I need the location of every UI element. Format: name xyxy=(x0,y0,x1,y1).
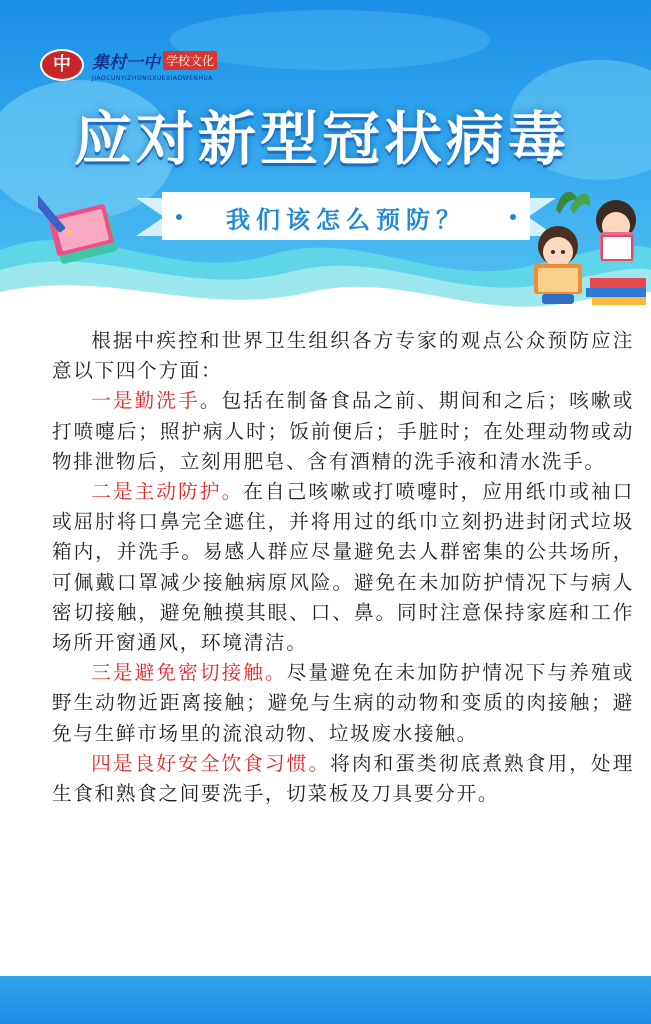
logo-school-name: 集村一中 xyxy=(92,53,160,73)
section-protection xyxy=(52,477,634,658)
section-heading: 二是主动防护。 xyxy=(91,480,244,504)
section-text: 在自己咳嗽或打喷嚏时，应用纸巾或袖口或屈肘将口鼻完全遮住，并将用过的纸巾立刻扔进封闭式垃圾箱内，并洗手。易感人群应尽量避免去人群密集的公共场所，可佩戴口罩减少接触病原风险。避免在未加防护情况下与病人密切接触，避免触摸其眼、口、鼻。同时注意保持家庭和工作场所开窗通风，环境清洁。 xyxy=(52,480,634,655)
logo-pinyin: JIAOCUNYIZHONGXUEXIAOWENHUA xyxy=(92,75,213,82)
section-text: 将肉和蛋类彻底煮熟食用，处理生食和熟食之间要洗手，切菜板及刀具要分开。 xyxy=(52,751,634,806)
section-handwashing xyxy=(52,386,634,477)
logo-name-row xyxy=(92,48,217,73)
intro-paragraph: 根据中疾控和世界卫生组织各方专家的观点公众预防应注意以下四个方面： xyxy=(52,329,634,383)
logo-culture-tag: 学校文化 xyxy=(163,51,217,70)
ribbon-dot-left-icon xyxy=(176,214,182,220)
section-heading: 四是良好安全饮食习惯。 xyxy=(91,751,331,775)
ribbon-dot-right-icon xyxy=(510,214,516,220)
section-text: 尽量避免在未加防护情况下与养殖或野生动物近距离接触；避免与生病的动物和变质的肉接触；避免与生鲜市场里的流浪动物、垃圾废水接触。 xyxy=(52,661,634,745)
page-subtitle: 我们该怎么预防？ xyxy=(226,206,466,234)
subtitle-ribbon xyxy=(136,190,556,244)
section-heading: 三是避免密切接触。 xyxy=(91,661,287,685)
section-text: 。包括在制备食品之前、期间和之后；咳嗽或打喷嚏后；照护病人时；饭前便后；手脏时；在处理动物或动物排泄物后，立刻用肥皂、含有酒精的洗手液和清水洗手。 xyxy=(52,389,635,473)
logo-text xyxy=(92,48,217,82)
school-emblem-icon xyxy=(40,49,84,81)
notebook-pencil-icon xyxy=(38,188,134,272)
reading-kids-icon xyxy=(520,180,648,314)
footer-band xyxy=(0,976,651,1024)
school-logo xyxy=(40,48,217,82)
page-title: 应对新型冠状病毒 xyxy=(74,105,571,173)
school-emblem-mark: 中 xyxy=(53,54,71,75)
section-heading: 一是勤洗手 xyxy=(91,389,200,413)
section-avoid-contact xyxy=(52,658,634,749)
prevention-content xyxy=(52,326,634,809)
section-food-safety xyxy=(52,749,634,809)
poster-header xyxy=(0,0,651,320)
